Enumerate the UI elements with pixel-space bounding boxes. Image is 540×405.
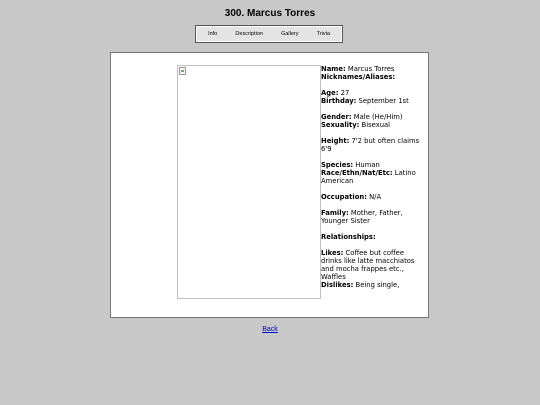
sexuality-value: Bisexual: [359, 121, 391, 129]
name-label: Name:: [321, 65, 346, 73]
name-value: Marcus Torres: [345, 65, 395, 73]
info-relationships: [321, 233, 423, 241]
birthday-value: September 1st: [356, 97, 409, 105]
nav-bar: [195, 25, 343, 43]
profile-info: [321, 65, 423, 289]
info-race: [321, 169, 423, 185]
family-value: Mother, Father, Younger Sister: [321, 209, 403, 225]
age-label: Age:: [321, 89, 339, 97]
nav-item-description[interactable]: Description: [235, 31, 263, 37]
gender-value: Male (He/Him): [351, 113, 403, 121]
spacer: [321, 201, 423, 209]
info-gender: [321, 113, 423, 121]
occupation-label: Occupation:: [321, 193, 367, 201]
info-age: [321, 89, 423, 97]
spacer: [321, 105, 423, 113]
broken-image-icon: [179, 67, 186, 75]
spacer: [321, 225, 423, 233]
info-likes: [321, 249, 423, 281]
species-value: Human: [353, 161, 380, 169]
height-label: Height:: [321, 137, 350, 145]
info-sexuality: [321, 121, 423, 129]
nicknames-label: Nicknames/Aliases:: [321, 73, 396, 81]
info-height: [321, 137, 423, 153]
info-occupation: [321, 193, 423, 201]
likes-label: Likes:: [321, 249, 344, 257]
species-label: Species:: [321, 161, 354, 169]
spacer: [321, 185, 423, 193]
info-dislikes: [321, 281, 423, 289]
spacer: [321, 153, 423, 161]
sexuality-label: Sexuality:: [321, 121, 360, 129]
likes-value: Coffee but coffee drinks like latte macchiatos and mocha frappes etc., Waffles: [321, 249, 415, 281]
dislikes-value: Being single,: [353, 281, 400, 289]
info-birthday: [321, 97, 423, 105]
occupation-value: N/A: [366, 193, 382, 201]
info-species: [321, 161, 423, 169]
race-label: Race/Ethn/Nat/Etc:: [321, 169, 393, 177]
age-value: 27: [338, 89, 350, 97]
profile-card: [110, 52, 429, 318]
spacer: [321, 241, 423, 249]
info-name: [321, 65, 423, 73]
back-link[interactable]: Back: [262, 326, 278, 333]
dislikes-label: Dislikes:: [321, 281, 354, 289]
nav-item-info[interactable]: Info: [208, 31, 218, 37]
gender-label: Gender:: [321, 113, 352, 121]
birthday-label: Birthday:: [321, 97, 357, 105]
info-family: [321, 209, 423, 225]
family-label: Family:: [321, 209, 349, 217]
height-value: 7'2 but often claims 6'9: [321, 137, 420, 153]
nav-item-trivia[interactable]: Trivia: [316, 31, 330, 37]
relationships-label: Relationships:: [321, 233, 376, 241]
info-nicknames: [321, 73, 423, 81]
spacer: [321, 81, 423, 89]
character-image: [177, 65, 321, 299]
back-container: [0, 326, 540, 333]
nav-item-gallery[interactable]: Gallery: [281, 31, 299, 37]
page-title: 300. Marcus Torres: [224, 8, 316, 19]
spacer: [321, 129, 423, 137]
race-value: Latino American: [321, 169, 416, 185]
